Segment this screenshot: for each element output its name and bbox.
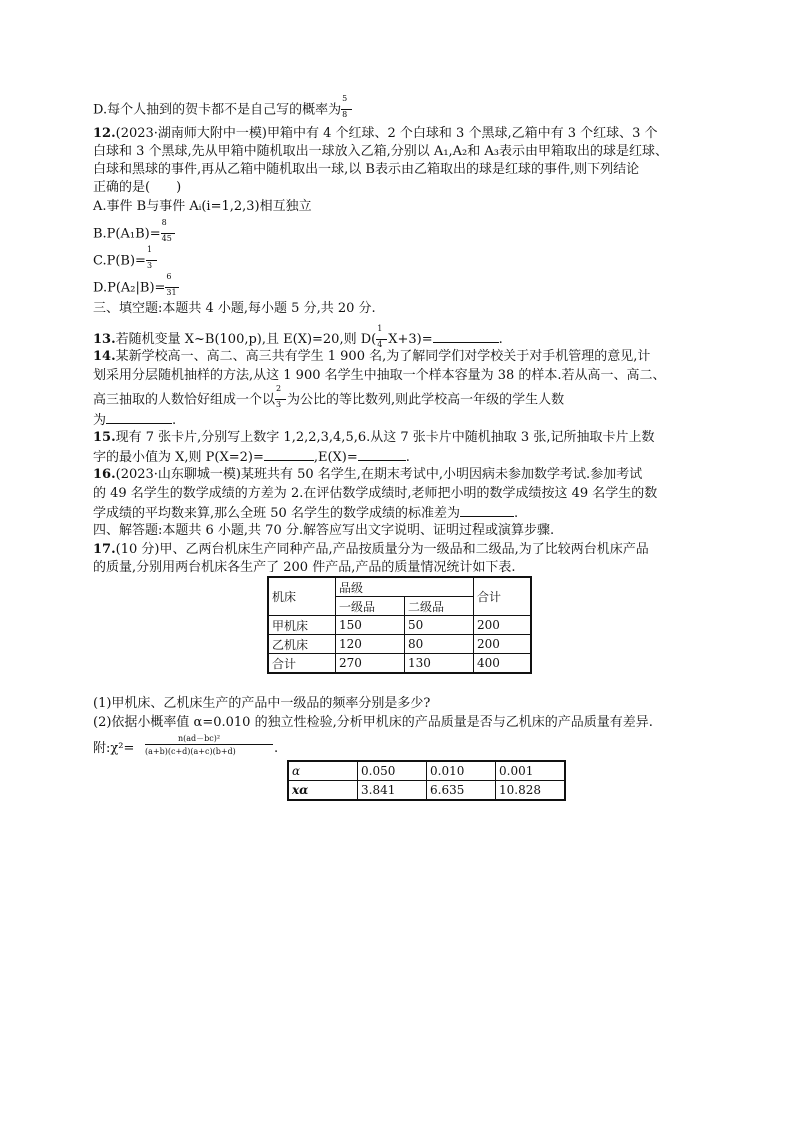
q14-line2: 划采用分层随机抽样的方法,从这 1 900 名学生中抽取一个样本容量为 38 的样本.若从高一、高二、 [93, 368, 666, 383]
q17-line1: 17.(10 分)甲、乙两台机床生产同种产品,产品按质量分为一级品和二级品,为了比较两台机床产品 [93, 542, 649, 557]
q14-line1: 14.某新学校高一、高二、高三共有学生 1 900 名,为了解同学们对学校关于对手机管理的意见,计 [93, 349, 651, 364]
formula-numerator: n(ad－bc)² [178, 734, 221, 743]
q12-option-a: A.事件 B与事件 Aᵢ(i=1,2,3)相互独立 [93, 199, 312, 214]
q15-line1: 15.现有 7 张卡片,分别写上数字 1,2,2,3,4,5,6.从这 7 张卡片中随机抽取 3 张,记所抽取卡片上数 [93, 430, 655, 445]
formula-denominator: (a+b)(c+d)(a+c)(b+d) [145, 747, 236, 756]
header-grade: 品级 [336, 577, 474, 597]
q16-line2: 的 49 名学生的数学成绩的方差为 2.在评估数学成绩时,老师把小明的数学成绩按这 49 名学生的数 [93, 486, 658, 501]
header-machine: 机床 [268, 577, 336, 616]
q17-part2: (2)依据小概率值 α=0.010 的独立性检验,分析甲机床的产品质量是否与乙机床的产品质量有差异. [93, 715, 653, 730]
header-second-grade: 二级品 [405, 597, 474, 616]
section-4-heading: 四、解答题:本题共 6 小题,共 70 分.解答应写出文字说明、证明过程或演算步骤. [93, 523, 555, 538]
fraction: $\frac{5}{8}$ [341, 102, 353, 118]
quality-table [267, 576, 532, 674]
q12-line4: 正确的是( ) [93, 180, 182, 195]
q15-line2: 字的最小值为 X,则 P(X=2)= ,E(X)= . [93, 450, 410, 465]
q13-line: 13.若随机变量 X~B(100,p),且 E(X)=20,则 D( $\frac{1}{4}$ X+3)= . [93, 323, 503, 349]
answer-blank[interactable] [460, 504, 514, 517]
table-row: xα 3.841 6.635 10.828 [288, 781, 565, 801]
q12-line3: 白球和黑球的事件,再从乙箱中随机取出一球,以 B表示由乙箱取出的球是红球的事件,则下列结论 [93, 162, 640, 177]
critical-value-table [287, 760, 566, 801]
fraction: $\frac{2}{3}$ [275, 392, 287, 408]
q12-option-d: D.P(A₂|B)= $\frac{6}{31}$ [93, 280, 181, 297]
q17-line2: 的质量,分别用两台机床各生产了 200 件产品,产品的质量情况统计如下表. [93, 560, 516, 575]
q16-line1: 16.(2023·山东聊城一模)某班共有 50 名学生,在期末考试中,小明因病未参加数学考试.参加考试 [93, 467, 643, 482]
q12-line1: 12.(2023·湖南师大附中一模)甲箱中有 4 个红球、2 个白球和 3 个黑球,乙箱中有 3 个红球、3 个 [93, 126, 658, 141]
q12-option-b: B.P(A₁B)= $\frac{8}{45}$ [93, 226, 177, 243]
table-row: 合计 270 130 400 [268, 654, 531, 674]
q14-line3: 高三抽取的人数恰好组成一个以 $\frac{2}{3}$ 为公比的等比数列,则此学校高一年级的学生人数 [93, 384, 565, 409]
table-row: 乙机床 120 80 200 [268, 635, 531, 654]
formula-period: . [274, 741, 279, 756]
section-3-heading: 三、填空题:本题共 4 小题,每小题 5 分,共 20 分. [93, 301, 376, 316]
q12-line2: 白球和 3 个黑球,先从甲箱中随机取出一球放入乙箱,分别以 A₁,A₂和 A₃表示由甲箱取出的球是红球、 [93, 144, 668, 159]
q14-line4: 为 . [93, 413, 177, 428]
table-row: 甲机床 150 50 200 [268, 616, 531, 635]
answer-blank[interactable] [358, 448, 406, 461]
formula-bar [145, 744, 273, 745]
q17-part1: (1)甲机床、乙机床生产的产品中一级品的频率分别是多少? [93, 696, 431, 711]
q12-option-c: C.P(B)= $\frac{1}{3}$ [93, 253, 158, 270]
fraction: $\frac{1}{3}$ [146, 253, 158, 269]
fraction: $\frac{8}{45}$ [161, 226, 177, 242]
q16-line3: 学成绩的平均数来算,那么全班 50 名学生的数学成绩的标准差为 . [93, 506, 519, 521]
table-row: α 0.050 0.010 0.001 [288, 761, 565, 781]
header-first-grade: 一级品 [336, 597, 405, 616]
fraction: $\frac{1}{4}$ [376, 332, 388, 348]
option-d-line: D.每个人抽到的贺卡都不是自己写的概率为 $\frac{5}{8}$ [93, 102, 353, 119]
answer-blank[interactable] [433, 330, 499, 343]
answer-blank[interactable] [106, 411, 172, 424]
appendix-label: 附:χ²= [93, 741, 135, 756]
header-total: 合计 [474, 577, 532, 616]
fraction: $\frac{6}{31}$ [165, 280, 181, 296]
answer-blank[interactable] [264, 448, 314, 461]
